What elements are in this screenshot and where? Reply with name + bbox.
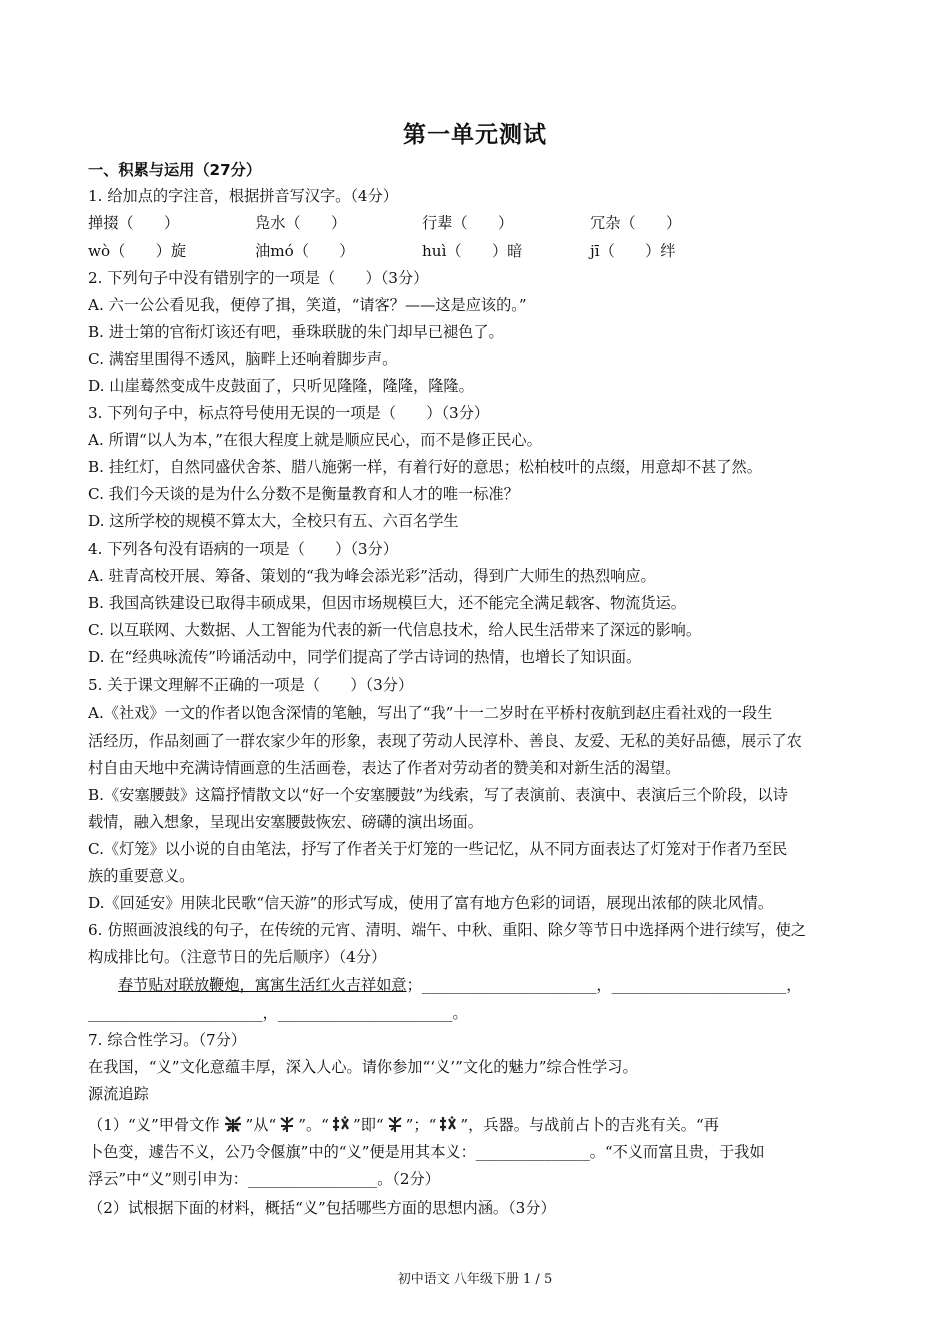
- q4-option-d: D. 在“经典咏流传”吟诵活动中，同学们提高了学古诗词的热情，也增长了知识面。: [88, 648, 642, 666]
- q5-option-a: 村自由天地中充满诗情画意的生活画卷，表达了作者对劳动者的赞美和对新生活的渴望。: [88, 759, 681, 777]
- q3-option-a: A. 所谓“以人为本，”在很大程度上就是顺应民心，而不是修正民心。: [88, 431, 542, 449]
- q1-item: jī（ ）绊: [590, 242, 676, 260]
- q1-item: 油mó（ ）: [255, 242, 355, 260]
- q7-part1-line[interactable]: 卜色变，遽告不义，公乃令偃旗”中的“义”便是用其本义：_______________。“不义而富且贵，于我如: [88, 1143, 765, 1161]
- q5-option-d: D.《回延安》用陕北民歌“信天游”的形式写成，使用了富有地方色彩的词语，展现出浓郁的陕北风情。: [88, 894, 774, 912]
- q4-option-b: B. 我国高铁建设已取得丰硕成果，但因市场规模巨大，还不能完全满足载客、物流货运。: [88, 594, 686, 612]
- oracle-yi-glyph-icon: [222, 1115, 244, 1138]
- q1-item: huì（ ）暗: [422, 242, 523, 260]
- q7-stem: 7. 综合性学习。（7分）: [88, 1031, 247, 1049]
- q5-option-c: C.《灯笼》以小说的自由笔法，抒写了作者关于灯笼的一些记忆，从不同方面表达了灯笼对于作者乃至民: [88, 840, 788, 858]
- q2-option-d: D. 山崖蓦然变成牛皮鼓面了，只听见隆隆，隆隆，隆隆。: [88, 377, 474, 395]
- q6-answer-blank[interactable]: _______________________，_______________________。: [88, 1004, 468, 1022]
- q5-stem: 5. 关于课文理解不正确的一项是（ ）（3分）: [88, 676, 414, 694]
- section-heading: 一、积累与运用（27分）: [88, 161, 262, 179]
- oracle-ge-glyph-icon: [331, 1115, 351, 1138]
- q3-stem: 3. 下列句子中，标点符号使用无误的一项是（ ）（3分）: [88, 404, 490, 422]
- q5-option-a: A.《社戏》一文的作者以饱含深情的笔触，写出了“我”十一二岁时在平桥村夜航到赵庄看社戏的一段生: [88, 704, 773, 722]
- q3-option-d: D. 这所学校的规模不算太大，全校只有五、六百名学生: [88, 512, 459, 530]
- q1-item: 冗杂（ ）: [590, 214, 682, 232]
- q1-item: 掸掇（ ）: [88, 214, 180, 232]
- q5-option-a: 活经历，作品刻画了一群农家少年的形象，表现了劳动人民淳朴、善良、友爱、无私的美好品德，展示了农: [88, 732, 802, 750]
- q6-stem: 6. 仿照画波浪线的句子，在传统的元宵、清明、端午、中秋、重阳、除夕等节日中选择两个进行续写，使之: [88, 921, 806, 939]
- q2-option-c: C. 满窑里围得不透风，脑畔上还响着脚步声。: [88, 350, 398, 368]
- page-footer: 初中语文 八年级下册 1 / 5: [397, 1272, 553, 1287]
- q6-answer-blank[interactable]: ；_______________________，_______________________，: [406, 976, 802, 994]
- q7-subheading: 源流追踪: [88, 1085, 149, 1103]
- q1-item: wò（ ）旋: [88, 242, 187, 260]
- q3-option-c: C. 我们今天谈的是为什么分数不是衡量教育和人才的唯一标准？: [88, 485, 519, 503]
- q6-stem: 构成排比句。（注意节日的先后顺序）（4分）: [88, 948, 387, 966]
- oracle-ge-glyph-icon: [438, 1115, 458, 1138]
- q6-example-line: [118, 975, 898, 995]
- q6-example-wavy: 春节贴对联放鞭炮，寓寓生活红火吉祥如意: [118, 976, 407, 994]
- q2-option-a: A. 六一公公看见我，便停了揖，笑道，“请客？——这是应该的。”: [88, 296, 527, 314]
- q5-option-b: B.《安塞腰鼓》这篇抒情散文以“好一个安塞腰鼓”为线索，写了表演前、表演中、表演后三个阶段，以诗: [88, 786, 788, 804]
- q4-option-c: C. 以互联网、大数据、人工智能为代表的新一代信息技术，给人民生活带来了深远的影响。: [88, 621, 702, 639]
- q1-stem: 1. 给加点的字注音，根据拼音写汉字。（4分）: [88, 187, 398, 205]
- q7-part1-line: （1）“义”甲骨文作 ”从“ ”。“ ”即“ ”；“ ”，兵器。与战前占卜的吉兆有关。“再: [88, 1115, 868, 1138]
- q4-stem: 4. 下列各句没有语病的一项是（ ）（3分）: [88, 540, 398, 558]
- q1-item: 行辈（ ）: [422, 214, 514, 232]
- q1-item: 凫水（ ）: [255, 214, 347, 232]
- q5-option-b: 载情，融入想象，呈现出安塞腰鼓恢宏、磅礴的演出场面。: [88, 813, 483, 831]
- q7-intro: 在我国，“义”文化意蕴丰厚，深入人心。请你参加“‘义’”文化的魅力”综合性学习。: [88, 1058, 638, 1076]
- q7-part2: （2）试根据下面的材料，概括“义”包括哪些方面的思想内涵。（3分）: [88, 1199, 556, 1217]
- q2-stem: 2. 下列句子中没有错别字的一项是（ ）（3分）: [88, 269, 429, 287]
- oracle-wo-glyph-icon: [386, 1115, 404, 1138]
- page-title: 第一单元测试: [403, 122, 547, 148]
- q5-option-c: 族的重要意义。: [88, 867, 195, 885]
- q7-part1-line[interactable]: 浮云”中“义”则引申为：_________________。（2分）: [88, 1170, 440, 1188]
- q4-option-a: A. 驻青高校开展、筹备、策划的“我为峰会添光彩”活动，得到广大师生的热烈响应。: [88, 567, 656, 585]
- oracle-wo-glyph-icon: [278, 1115, 296, 1138]
- q3-option-b: B. 挂红灯，自然同盛伏舍茶、腊八施粥一样，有着行好的意思；松柏枝叶的点缀，用意却不甚了然。: [88, 458, 762, 476]
- q2-option-b: B. 进士第的官衔灯该还有吧，垂珠联胧的朱门却早已褪色了。: [88, 323, 504, 341]
